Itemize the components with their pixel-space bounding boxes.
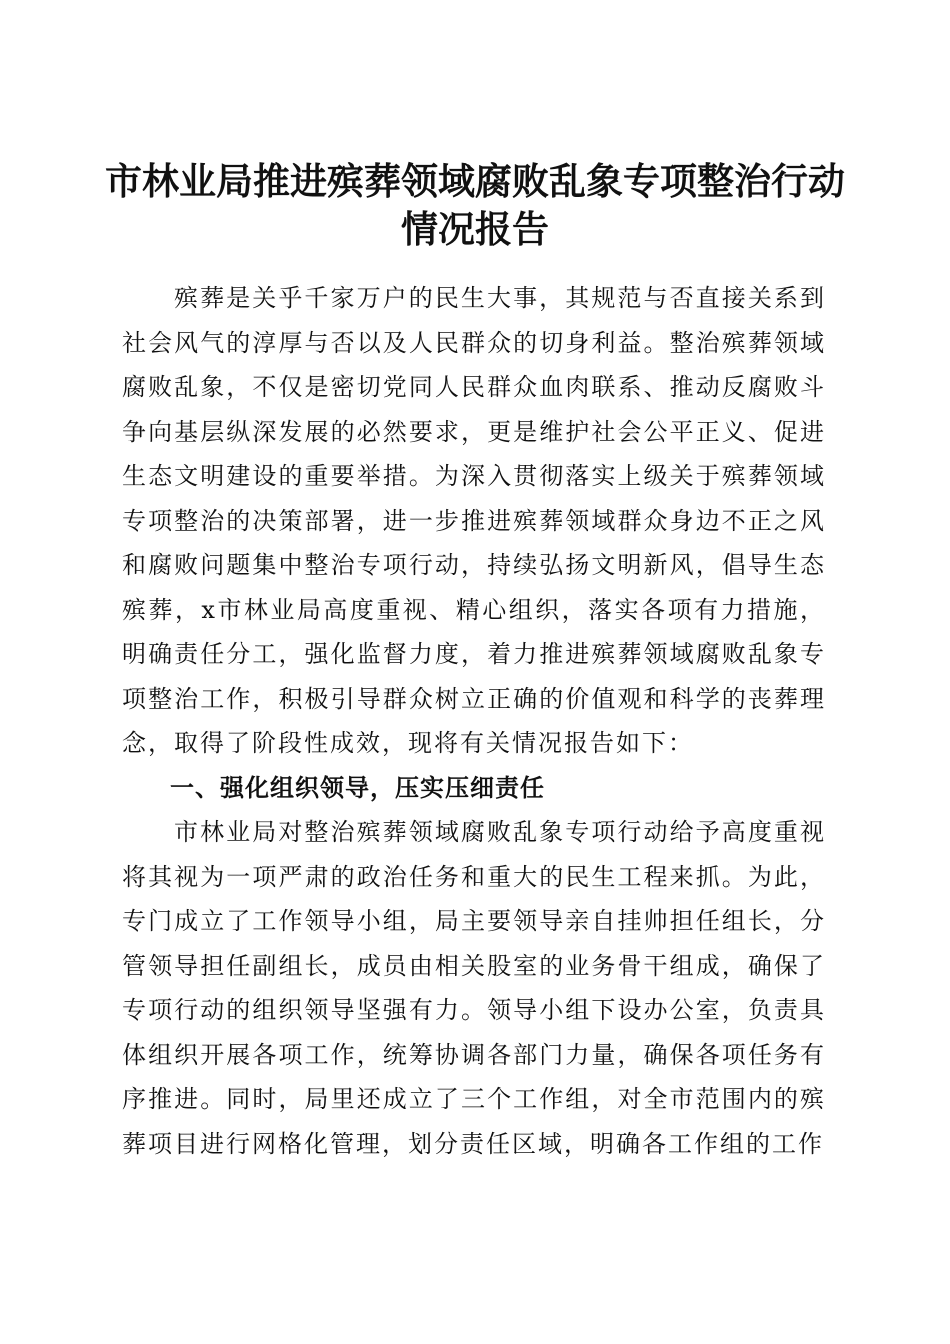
section-1-paragraph: 市林业局对整治殡葬领域腐败乱象专项行动给予高度重视将其视为一项严肃的政治任务和重大的民生工程来抓。为此，专门成立了工作领导小组，局主要领导亲自挂帅担任组长，分管领导担任副组长，成员由相关股室的业务骨干组成，确保了专项行动的组织领导坚强有力。领导小组下设办公室，负责具体组织开展各项工作，统筹协调各部门力量，确保各项任务有序推进。同时，局里还成立了三个工作组，对全市范围内的殡葬项目进行网格化管理，划分责任区域，明确各工作组的工作: [122, 818, 826, 1158]
document-title: [95, 157, 855, 253]
title-line-1: 市林业局推进殡葬领域腐败乱象专项整治行动: [105, 158, 845, 203]
section-heading-1: 一、强化组织领导，压实压细责任: [170, 773, 545, 802]
title-line-2: 情况报告: [401, 206, 549, 251]
document-body: [122, 276, 826, 1166]
intro-paragraph: 殡葬是关乎千家万户的民生大事，其规范与否直接关系到社会风气的淳厚与否以及人民群众的切身利益。整治殡葬领域腐败乱象，不仅是密切党同人民群众血肉联系、推动反腐败斗争向基层纵深发展的必然要求，更是维护社会公平正义、促进生态文明建设的重要举措。为深入贯彻落实上级关于殡葬领域专项整治的决策部署，进一步推进殡葬领域群众身边不正之风和腐败问题集中整治专项行动，持续弘扬文明新风，倡导生态殡葬，x市林业局高度重视、精心组织，落实各项有力措施，明确责任分工，强化监督力度，着力推进殡葬领域腐败乱象专项整治工作，积极引导群众树立正确的价值观和科学的丧葬理念，取得了阶段性成效，现将有关情况报告如下：: [122, 284, 826, 757]
